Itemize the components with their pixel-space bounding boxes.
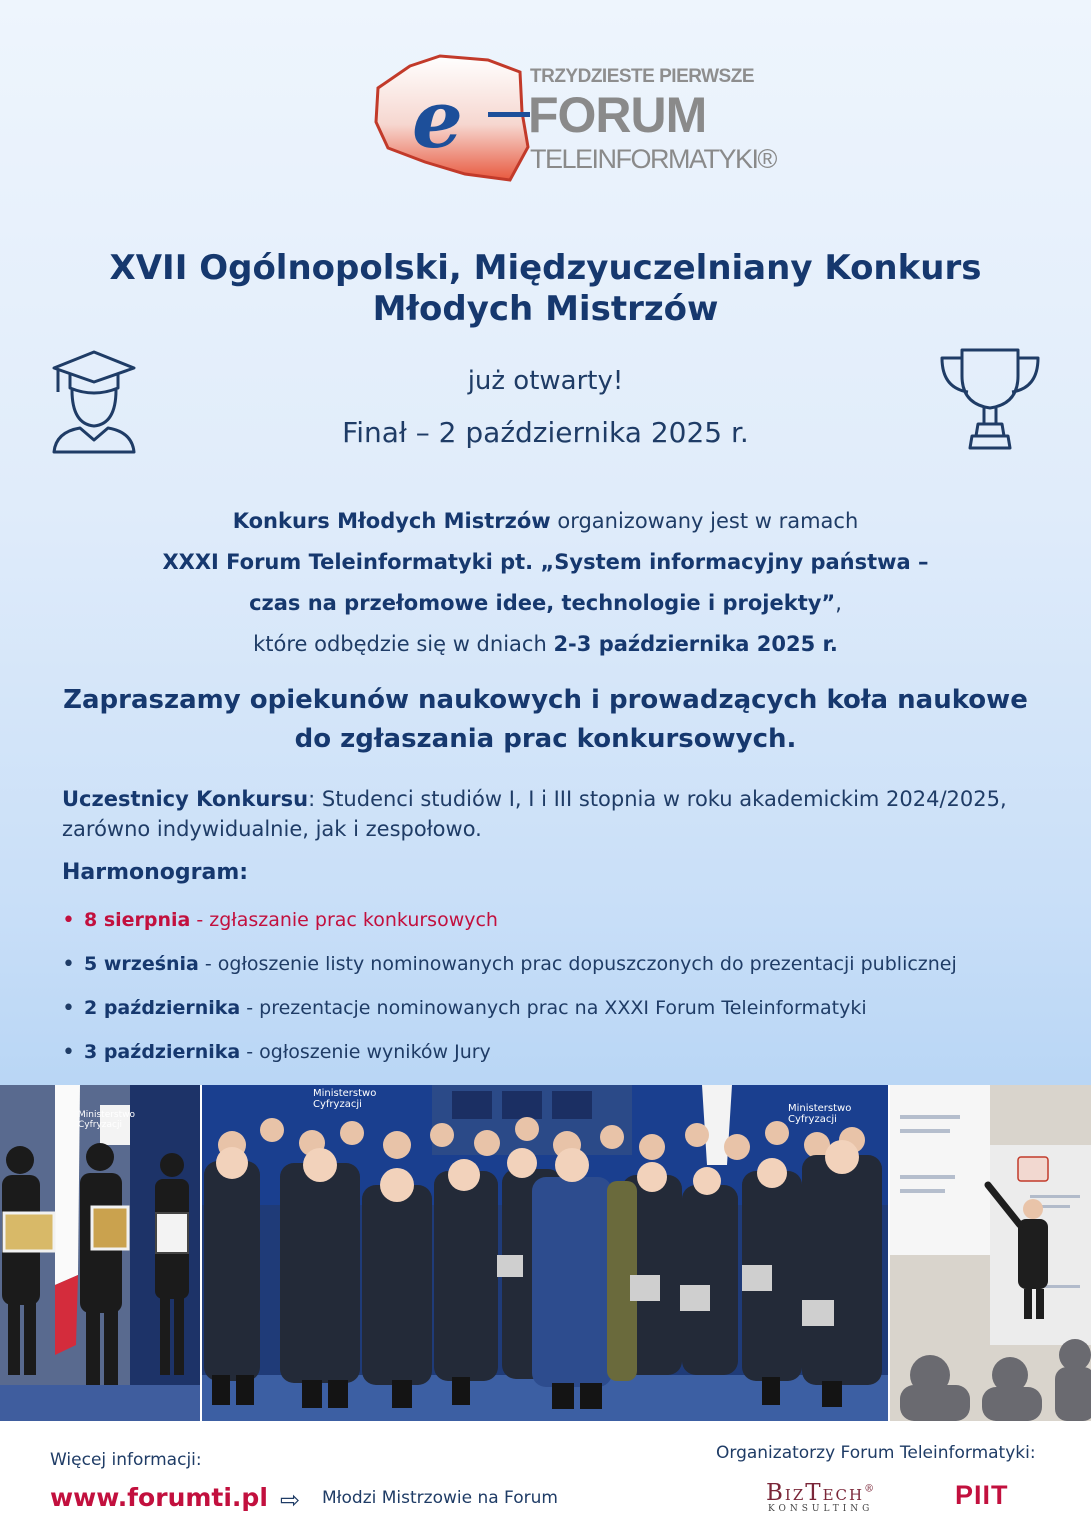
logo-dash xyxy=(488,112,530,117)
schedule-text: - zgłaszanie prac konkursowych xyxy=(196,909,498,931)
intro-paragraph xyxy=(0,501,1091,665)
biz-reg: ® xyxy=(864,1483,877,1495)
schedule-item xyxy=(62,942,1082,986)
konsulting-text: KONSULTING xyxy=(768,1504,874,1514)
bullet-icon: • xyxy=(62,907,75,933)
participants-paragraph xyxy=(62,784,1022,844)
ministry-line2: Cyfryzacji xyxy=(788,1114,837,1125)
biz-iz: IZ xyxy=(784,1486,806,1504)
young-masters-text: Młodzi Mistrzowie na Forum xyxy=(322,1488,558,1508)
biztech-logo xyxy=(766,1480,876,1506)
schedule-text: - ogłoszenie wyników Jury xyxy=(246,1041,491,1063)
logo-tele-text: TELEINFORMATYKI® xyxy=(530,144,776,174)
page-title-line2: Młodych Mistrzów xyxy=(372,289,719,329)
ministry-line1: Ministerstwo xyxy=(788,1103,852,1114)
final-date-text: Finał – 2 października 2025 r. xyxy=(342,416,749,449)
ministry-line1: Ministerstwo xyxy=(78,1110,136,1120)
ministry-sign-right xyxy=(788,1103,851,1125)
ministry-sign-center xyxy=(313,1088,376,1110)
biz-t: T xyxy=(805,1480,823,1506)
schedule-date: 5 września xyxy=(84,953,199,975)
more-info-label: Więcej informacji: xyxy=(50,1450,202,1470)
photo-presentation xyxy=(890,1085,1091,1421)
ministry-line1: Ministerstwo xyxy=(313,1088,377,1099)
intro-l1-rest: organizowany jest w ramach xyxy=(550,509,859,533)
page-title-line1: XVII Ogólnopolski, Międzyuczelniany Konkurs xyxy=(109,248,982,288)
open-text: już otwarty! xyxy=(467,366,624,396)
schedule-item xyxy=(62,898,1082,942)
organizers-label: Organizatorzy Forum Teleinformatyki: xyxy=(716,1443,1036,1463)
intro-l3-bold: czas na przełomowe idee, technologie i projekty” xyxy=(249,591,836,615)
ministry-line2: Cyfryzacji xyxy=(313,1099,362,1110)
participants-text: : Studenci studiów I, I i III stopnia w roku akademickim 2024/2025, zarówno indywidualnie, jak i zespołowo. xyxy=(62,787,1007,841)
intro-l2: XXXI Forum Teleinformatyki pt. „System informacyjny państwa – xyxy=(162,550,929,574)
schedule-date: 3 października xyxy=(84,1041,241,1063)
participants-label: Uczestnicy Konkursu xyxy=(62,787,309,811)
intro-l4-bold: 2-3 października 2025 r. xyxy=(553,632,838,656)
bullet-icon: • xyxy=(62,995,75,1021)
schedule-text: - prezentacje nominowanych prac na XXXI Forum Teleinformatyki xyxy=(246,997,867,1019)
invite-text xyxy=(0,681,1091,759)
bullet-icon: • xyxy=(62,951,75,977)
intro-l1-bold: Konkurs Młodych Mistrzów xyxy=(232,509,551,533)
intro-l3-rest: , xyxy=(835,591,842,615)
website-link[interactable]: www.forumti.pl xyxy=(50,1483,268,1512)
piit-logo: PIIT xyxy=(955,1480,1009,1510)
schedule-date: 8 sierpnia xyxy=(84,909,191,931)
arrow-right-icon: ⇨ xyxy=(280,1486,301,1514)
logo-e-letter: e xyxy=(412,72,463,166)
photo-award-winners xyxy=(0,1085,200,1421)
invite-line1: Zapraszamy opiekunów naukowych i prowadzących koła naukowe xyxy=(63,685,1028,715)
biz-b: B xyxy=(766,1480,785,1506)
schedule-text: - ogłoszenie listy nominowanych prac dopuszczonych do prezentacji publicznej xyxy=(204,953,957,975)
biz-ech: ECH xyxy=(822,1486,865,1504)
ministry-line2: Cyfryzacji xyxy=(78,1120,122,1130)
schedule-item xyxy=(62,986,1082,1030)
schedule-title: Harmonogram: xyxy=(62,860,249,885)
logo-forum-text: FORUM xyxy=(528,87,707,143)
bullet-icon: • xyxy=(62,1039,75,1065)
photo-group xyxy=(202,1085,888,1421)
schedule-item xyxy=(62,1030,1082,1074)
intro-l4-rest: które odbędzie się w dniach xyxy=(253,632,554,656)
schedule-list xyxy=(62,898,1082,1074)
logo-small-text: TRZYDZIESTE PIERWSZE xyxy=(530,66,755,87)
schedule-date: 2 października xyxy=(84,997,241,1019)
ministry-sign-left xyxy=(78,1110,135,1130)
invite-line2: do zgłaszania prac konkursowych. xyxy=(294,724,797,754)
